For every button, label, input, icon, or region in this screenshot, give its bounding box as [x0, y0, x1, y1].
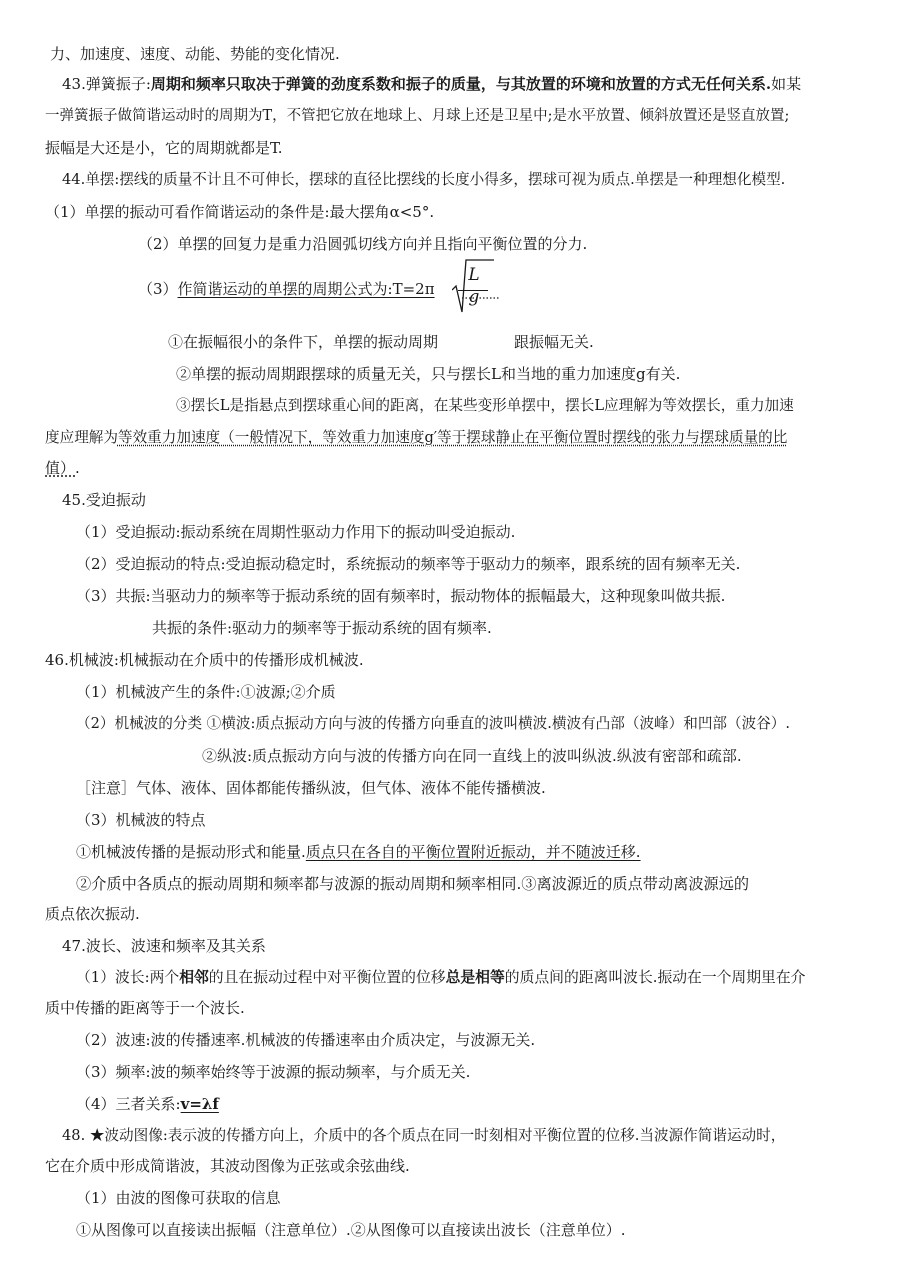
text-line — [76, 842, 641, 862]
text-line: （1）受迫振动:振动系统在周期性驱动力作用下的振动叫受迫振动. — [76, 523, 516, 541]
text-line: ②纵波:质点振动方向与波的传播方向在同一直线上的波叫纵波.纵波有密部和疏部. — [202, 747, 742, 765]
text-line — [76, 1094, 219, 1114]
text-line: ③摆长L是指悬点到摆球重心间的距离，在某些变形单摆中，摆长L应理解为等效摆长，重力加速 — [176, 397, 794, 414]
section-47-title: 47.波长、波速和频率及其关系 — [62, 937, 266, 955]
text-line: （2）受迫振动的特点:受迫振动稳定时，系统振动的频率等于驱动力的频率，跟系统的固有频率无关. — [76, 555, 741, 573]
text-line: 一弹簧振子做简谐运动时的周期为T，不管把它放在地球上、月球上还是卫星中;是水平放置、倾斜放置还是竖直放置; — [45, 108, 790, 124]
text-run: 度应理解为 — [45, 429, 118, 446]
section-48-title: 48. ★波动图像:表示波的传播方向上，介质中的各个质点在同一时刻相对平衡位置的位移.当波源作简谐运动时， — [62, 1127, 786, 1144]
underlined-text: 等效重力加速度（一般情况下，等效重力加速度g′等于摆球静止在平衡位置时摆线的张力与摆球质量的比 — [117, 429, 788, 446]
text-run: 跟振幅无关. — [514, 333, 594, 351]
text-line: （2）波速:波的传播速率.机械波的传播速率由介质决定，与波源无关. — [76, 1031, 536, 1049]
text-line: 共振的条件:驱动力的频率等于振动系统的固有频率. — [152, 619, 492, 637]
underlined-text: 值） — [45, 459, 76, 477]
bold-statement: 周期和频率只取决于弹簧的劲度系数和振子的质量，与其放置的环境和放置的方式无任何关系. — [150, 75, 772, 93]
formula-denominator: g — [468, 287, 480, 307]
formula-numerator: L — [468, 265, 480, 285]
text-run: （4）三者关系: — [76, 1095, 181, 1113]
underlined-text: 质点只在各自的平衡位置附近振动，并不随波迁移. — [305, 843, 641, 861]
text-line — [76, 968, 805, 988]
formula-text: v=λf — [180, 1095, 219, 1113]
text-line: ［注意］气体、液体、固体都能传播纵波，但气体、液体不能传播横波. — [76, 779, 546, 797]
text-run: ①在振幅很小的条件下，单摆的振动周期 — [168, 333, 439, 351]
text-run: （1）波长:两个 — [76, 969, 180, 986]
text-line: （3）频率:波的频率始终等于波源的振动频率，与介质无关. — [76, 1063, 471, 1081]
text-line: （1）单摆的振动可看作简谐运动的条件是:最大摆角α<5°. — [45, 203, 435, 221]
bold-text: 相邻 — [179, 969, 209, 986]
section-44-title: 44.单摆:摆线的质量不计且不可伸长，摆球的直径比摆线的长度小得多，摆球可视为质点.单摆是一种理想化模型. — [62, 171, 786, 188]
text-line: （2）单摆的回复力是重力沿圆弧切线方向并且指向平衡位置的分力. — [138, 235, 588, 253]
text-line: （1）由波的图像可获取的信息 — [76, 1189, 281, 1207]
text-line — [45, 458, 80, 478]
text-line: 质点依次振动. — [45, 905, 140, 923]
text-line: ①从图像可以直接读出振幅（注意单位）.②从图像可以直接读出波长（注意单位）. — [76, 1221, 626, 1239]
text-line: （1）机械波产生的条件:①波源;②介质 — [76, 683, 336, 701]
fraction-bar — [458, 290, 488, 291]
formula-fraction — [457, 264, 491, 308]
text-line: ②单摆的振动周期跟摆球的质量无关，只与摆长L和当地的重力加速度g有关. — [176, 365, 681, 383]
text-line: 质中传播的距离等于一个波长. — [45, 999, 245, 1017]
text-run: 的质点间的距离叫波长.振动在一个周期里在介 — [504, 969, 806, 986]
text-line: （3）机械波的特点 — [76, 811, 206, 829]
text-line: （2）机械波的分类 ①横波:质点振动方向与波的传播方向垂直的波叫横波.横波有凸部（波峰）和凹部（波谷）. — [76, 715, 791, 732]
text-run: （3） — [138, 280, 178, 298]
text-line: （3）共振:当驱动力的频率等于振动系统的固有频率时，振动物体的振幅最大，这种现象叫做共振. — [76, 587, 726, 605]
bold-text: 总是相等 — [445, 969, 505, 986]
text-run: ①机械波传播的是振动形式和能量. — [76, 843, 306, 861]
text-line: 振幅是大还是小，它的周期就都是T. — [45, 139, 283, 157]
text-line — [45, 428, 787, 448]
text-run: . — [75, 459, 80, 477]
text-line: ②介质中各质点的振动周期和频率都与波源的振动周期和频率相同.③离波源近的质点带动离波源远的 — [76, 875, 750, 893]
formula-text: 作简谐运动的单摆的周期公式为:T=2π — [177, 280, 435, 298]
section-43-title: 43.弹簧振子: — [62, 75, 151, 93]
text-line — [168, 332, 594, 352]
text-run: 的且在振动过程中对平衡位置的位移 — [208, 969, 446, 986]
section-45-title: 45.受迫振动 — [62, 491, 146, 509]
text-run: 如某 — [771, 75, 802, 93]
section-43 — [62, 74, 801, 94]
period-formula-line — [138, 279, 435, 299]
section-46-title: 46.机械波:机械振动在介质中的传播形成机械波. — [45, 651, 364, 669]
text-line: 力、加速度、速度、动能、势能的变化情况. — [50, 45, 340, 63]
text-line: 它在介质中形成简谐波，其波动图像为正弦或余弦曲线. — [45, 1157, 410, 1175]
